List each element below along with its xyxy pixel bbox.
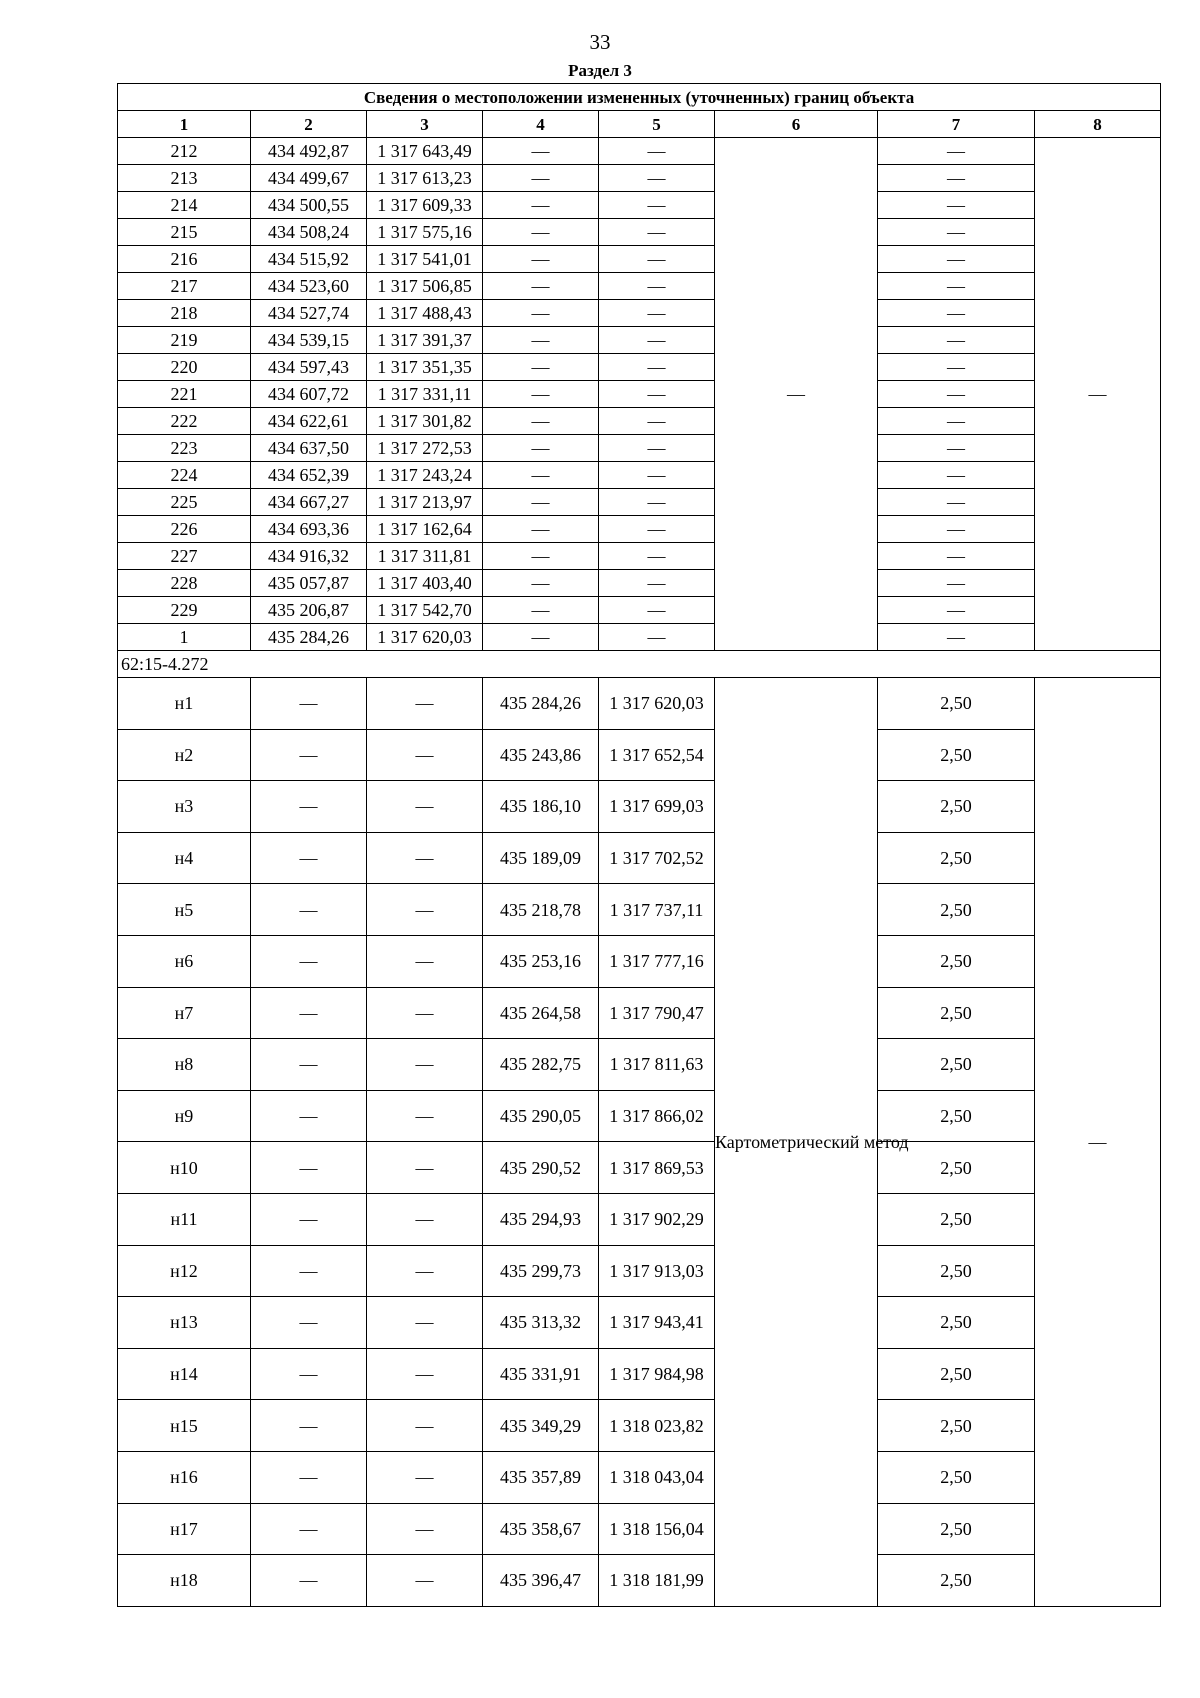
point-number: н4 (118, 832, 251, 884)
table-row (118, 729, 1161, 781)
table-row (118, 1142, 1161, 1194)
y-old-cell: — (367, 1400, 483, 1452)
y-old-cell: — (367, 1245, 483, 1297)
x-new-cell: — (483, 246, 599, 273)
x-old-cell: — (251, 1090, 367, 1142)
accuracy-cell: 2,50 (878, 1555, 1035, 1607)
y-new-cell: 1 317 737,11 (599, 884, 715, 936)
x-new-cell: — (483, 327, 599, 354)
point-number: 1 (118, 624, 251, 651)
point-number: н8 (118, 1039, 251, 1091)
table-row (118, 570, 1161, 597)
point-number: 213 (118, 165, 251, 192)
table-row (118, 462, 1161, 489)
x-new-cell: 435 290,05 (483, 1090, 599, 1142)
accuracy-cell: — (878, 192, 1035, 219)
y-new-cell: 1 317 620,03 (599, 678, 715, 730)
point-number: 216 (118, 246, 251, 273)
table-row (118, 1297, 1161, 1349)
table-row (118, 165, 1161, 192)
table-row (118, 1245, 1161, 1297)
accuracy-cell: — (878, 489, 1035, 516)
method-cell: Картометрический метод (715, 678, 878, 1607)
y-new-cell: 1 317 869,53 (599, 1142, 715, 1194)
x-old-cell: — (251, 1400, 367, 1452)
x-new-cell: 435 218,78 (483, 884, 599, 936)
table-caption-row (118, 84, 1161, 111)
x-old-cell: 435 284,26 (251, 624, 367, 651)
y-old-cell: 1 317 506,85 (367, 273, 483, 300)
point-number: н6 (118, 935, 251, 987)
x-old-cell: 434 622,61 (251, 408, 367, 435)
y-old-cell: — (367, 935, 483, 987)
table-row (118, 1555, 1161, 1607)
y-new-cell: — (599, 435, 715, 462)
point-number: 225 (118, 489, 251, 516)
y-new-cell: — (599, 327, 715, 354)
accuracy-cell: 2,50 (878, 781, 1035, 833)
column-number: 8 (1035, 111, 1161, 138)
x-new-cell: — (483, 138, 599, 165)
point-number: 228 (118, 570, 251, 597)
y-old-cell: — (367, 1297, 483, 1349)
y-old-cell: 1 317 331,11 (367, 381, 483, 408)
y-new-cell: 1 317 913,03 (599, 1245, 715, 1297)
point-number: 217 (118, 273, 251, 300)
x-old-cell: — (251, 1039, 367, 1091)
point-number: н7 (118, 987, 251, 1039)
point-number: н10 (118, 1142, 251, 1194)
y-old-cell: — (367, 729, 483, 781)
point-number: н12 (118, 1245, 251, 1297)
y-old-cell: 1 317 541,01 (367, 246, 483, 273)
y-old-cell: — (367, 1503, 483, 1555)
x-old-cell: — (251, 832, 367, 884)
y-old-cell: — (367, 1348, 483, 1400)
point-number: н11 (118, 1193, 251, 1245)
accuracy-cell: — (878, 570, 1035, 597)
point-number: н13 (118, 1297, 251, 1349)
x-new-cell: 435 331,91 (483, 1348, 599, 1400)
x-new-cell: — (483, 300, 599, 327)
accuracy-cell: — (878, 381, 1035, 408)
x-new-cell: — (483, 192, 599, 219)
y-new-cell: 1 317 811,63 (599, 1039, 715, 1091)
y-new-cell: — (599, 219, 715, 246)
y-new-cell: 1 317 777,16 (599, 935, 715, 987)
x-old-cell: — (251, 1245, 367, 1297)
y-new-cell: 1 318 181,99 (599, 1555, 715, 1607)
accuracy-cell: — (878, 246, 1035, 273)
x-old-cell: 434 637,50 (251, 435, 367, 462)
x-old-cell: 434 693,36 (251, 516, 367, 543)
accuracy-cell: 2,50 (878, 729, 1035, 781)
accuracy-cell: — (878, 462, 1035, 489)
point-number: н16 (118, 1451, 251, 1503)
y-old-cell: 1 317 403,40 (367, 570, 483, 597)
page-number: 33 (589, 30, 611, 54)
y-new-cell: 1 318 043,04 (599, 1451, 715, 1503)
x-new-cell: — (483, 516, 599, 543)
column-number-row (118, 111, 1161, 138)
accuracy-cell: 2,50 (878, 1348, 1035, 1400)
table-row (118, 543, 1161, 570)
y-old-cell: — (367, 987, 483, 1039)
x-old-cell: — (251, 884, 367, 936)
table-row (118, 327, 1161, 354)
accuracy-cell: — (878, 273, 1035, 300)
y-new-cell: — (599, 138, 715, 165)
table-row (118, 192, 1161, 219)
x-old-cell: 435 057,87 (251, 570, 367, 597)
table-row (118, 781, 1161, 833)
y-new-cell: 1 317 790,47 (599, 987, 715, 1039)
table-row (118, 273, 1161, 300)
accuracy-cell: 2,50 (878, 987, 1035, 1039)
point-number: н3 (118, 781, 251, 833)
y-new-cell: 1 317 943,41 (599, 1297, 715, 1349)
accuracy-cell: — (878, 300, 1035, 327)
x-new-cell: — (483, 435, 599, 462)
x-new-cell: 435 299,73 (483, 1245, 599, 1297)
accuracy-cell: 2,50 (878, 1400, 1035, 1452)
y-new-cell: — (599, 192, 715, 219)
x-new-cell: 435 294,93 (483, 1193, 599, 1245)
table-row (118, 1451, 1161, 1503)
x-new-cell: 435 264,58 (483, 987, 599, 1039)
table-row (118, 381, 1161, 408)
x-old-cell: 434 667,27 (251, 489, 367, 516)
y-new-cell: 1 317 902,29 (599, 1193, 715, 1245)
y-old-cell: 1 317 609,33 (367, 192, 483, 219)
y-old-cell: 1 317 311,81 (367, 543, 483, 570)
x-old-cell: 434 539,15 (251, 327, 367, 354)
point-number: 229 (118, 597, 251, 624)
x-new-cell: — (483, 570, 599, 597)
x-new-cell: 435 189,09 (483, 832, 599, 884)
column-number: 5 (599, 111, 715, 138)
accuracy-cell: — (878, 138, 1035, 165)
accuracy-cell: — (878, 327, 1035, 354)
y-new-cell: 1 317 652,54 (599, 729, 715, 781)
x-old-cell: 434 652,39 (251, 462, 367, 489)
point-number: н1 (118, 678, 251, 730)
table-row (118, 624, 1161, 651)
y-new-cell: 1 317 866,02 (599, 1090, 715, 1142)
point-number: 219 (118, 327, 251, 354)
y-old-cell: — (367, 1039, 483, 1091)
accuracy-cell: — (878, 516, 1035, 543)
accuracy-cell: — (878, 435, 1035, 462)
point-number: н14 (118, 1348, 251, 1400)
x-new-cell: — (483, 219, 599, 246)
table-row (118, 1503, 1161, 1555)
y-new-cell: — (599, 624, 715, 651)
table-row (118, 300, 1161, 327)
point-number: 227 (118, 543, 251, 570)
table-row (118, 1348, 1161, 1400)
table-row (118, 884, 1161, 936)
y-new-cell: 1 317 699,03 (599, 781, 715, 833)
accuracy-cell: — (878, 624, 1035, 651)
x-old-cell: — (251, 1142, 367, 1194)
point-number: 223 (118, 435, 251, 462)
y-new-cell: — (599, 273, 715, 300)
x-new-cell: — (483, 408, 599, 435)
point-number: н18 (118, 1555, 251, 1607)
point-number: 215 (118, 219, 251, 246)
table-row (118, 832, 1161, 884)
y-new-cell: — (599, 165, 715, 192)
y-old-cell: 1 317 643,49 (367, 138, 483, 165)
x-new-cell: 435 313,32 (483, 1297, 599, 1349)
y-old-cell: — (367, 1193, 483, 1245)
x-new-cell: — (483, 543, 599, 570)
table-row (118, 1400, 1161, 1452)
x-old-cell: 435 206,87 (251, 597, 367, 624)
accuracy-cell: — (878, 408, 1035, 435)
accuracy-cell: 2,50 (878, 1451, 1035, 1503)
accuracy-cell: 2,50 (878, 1039, 1035, 1091)
y-old-cell: 1 317 575,16 (367, 219, 483, 246)
x-old-cell: 434 508,24 (251, 219, 367, 246)
accuracy-cell: 2,50 (878, 1297, 1035, 1349)
table-row (118, 138, 1161, 165)
accuracy-cell: 2,50 (878, 678, 1035, 730)
point-number: 212 (118, 138, 251, 165)
x-new-cell: — (483, 597, 599, 624)
description-cell: — (1035, 138, 1161, 651)
point-number: 224 (118, 462, 251, 489)
table-row (118, 987, 1161, 1039)
x-new-cell: — (483, 462, 599, 489)
y-old-cell: 1 317 620,03 (367, 624, 483, 651)
x-new-cell: 435 358,67 (483, 1503, 599, 1555)
y-old-cell: — (367, 1555, 483, 1607)
table-row (118, 1090, 1161, 1142)
column-number: 4 (483, 111, 599, 138)
x-old-cell: — (251, 935, 367, 987)
y-new-cell: — (599, 408, 715, 435)
x-new-cell: — (483, 354, 599, 381)
accuracy-cell: 2,50 (878, 1142, 1035, 1194)
table-row (118, 435, 1161, 462)
point-number: 218 (118, 300, 251, 327)
table-row (118, 597, 1161, 624)
x-old-cell: — (251, 1348, 367, 1400)
column-number: 6 (715, 111, 878, 138)
parcel-number: 62:15-4.272 (118, 651, 1161, 678)
y-new-cell: 1 317 702,52 (599, 832, 715, 884)
x-old-cell: — (251, 1451, 367, 1503)
column-number: 3 (367, 111, 483, 138)
y-old-cell: — (367, 781, 483, 833)
y-new-cell: — (599, 246, 715, 273)
point-number: 220 (118, 354, 251, 381)
y-old-cell: — (367, 678, 483, 730)
table-row (118, 1193, 1161, 1245)
y-new-cell: 1 317 984,98 (599, 1348, 715, 1400)
accuracy-cell: 2,50 (878, 1193, 1035, 1245)
point-number: 221 (118, 381, 251, 408)
column-number: 2 (251, 111, 367, 138)
x-new-cell: 435 396,47 (483, 1555, 599, 1607)
parcel-section-row (118, 651, 1161, 678)
y-old-cell: 1 317 162,64 (367, 516, 483, 543)
table-row (118, 246, 1161, 273)
x-old-cell: 434 916,32 (251, 543, 367, 570)
table-caption: Сведения о местоположении измененных (уточненных) границ объекта (118, 84, 1161, 111)
x-old-cell: 434 527,74 (251, 300, 367, 327)
x-old-cell: — (251, 1297, 367, 1349)
description-cell: — (1035, 678, 1161, 1607)
y-new-cell: — (599, 489, 715, 516)
table-row (118, 219, 1161, 246)
x-old-cell: 434 597,43 (251, 354, 367, 381)
column-number: 7 (878, 111, 1035, 138)
table-row (118, 678, 1161, 730)
y-old-cell: 1 317 391,37 (367, 327, 483, 354)
table-row (118, 489, 1161, 516)
x-old-cell: 434 607,72 (251, 381, 367, 408)
y-new-cell: — (599, 597, 715, 624)
y-old-cell: 1 317 272,53 (367, 435, 483, 462)
accuracy-cell: 2,50 (878, 935, 1035, 987)
x-new-cell: — (483, 624, 599, 651)
table-body (118, 84, 1161, 1607)
column-number: 1 (118, 111, 251, 138)
accuracy-cell: 2,50 (878, 884, 1035, 936)
y-old-cell: 1 317 488,43 (367, 300, 483, 327)
y-old-cell: 1 317 243,24 (367, 462, 483, 489)
accuracy-cell: — (878, 543, 1035, 570)
y-old-cell: 1 317 542,70 (367, 597, 483, 624)
y-new-cell: 1 318 156,04 (599, 1503, 715, 1555)
x-old-cell: 434 500,55 (251, 192, 367, 219)
y-new-cell: — (599, 543, 715, 570)
x-new-cell: — (483, 273, 599, 300)
x-new-cell: 435 284,26 (483, 678, 599, 730)
x-new-cell: 435 290,52 (483, 1142, 599, 1194)
table-row (118, 935, 1161, 987)
x-old-cell: — (251, 1193, 367, 1245)
y-old-cell: 1 317 351,35 (367, 354, 483, 381)
x-old-cell: 434 499,67 (251, 165, 367, 192)
accuracy-cell: 2,50 (878, 832, 1035, 884)
table-row (118, 354, 1161, 381)
y-new-cell: — (599, 381, 715, 408)
y-new-cell: — (599, 570, 715, 597)
y-old-cell: — (367, 884, 483, 936)
point-number: н15 (118, 1400, 251, 1452)
x-old-cell: 434 523,60 (251, 273, 367, 300)
point-number: 222 (118, 408, 251, 435)
point-number: н2 (118, 729, 251, 781)
x-new-cell: 435 243,86 (483, 729, 599, 781)
y-old-cell: — (367, 832, 483, 884)
y-old-cell: — (367, 1451, 483, 1503)
point-number: н17 (118, 1503, 251, 1555)
method-cell: — (715, 138, 878, 651)
y-new-cell: — (599, 516, 715, 543)
x-old-cell: — (251, 678, 367, 730)
accuracy-cell: 2,50 (878, 1090, 1035, 1142)
x-new-cell: 435 282,75 (483, 1039, 599, 1091)
y-old-cell: 1 317 613,23 (367, 165, 483, 192)
y-old-cell: — (367, 1142, 483, 1194)
y-new-cell: — (599, 354, 715, 381)
x-new-cell: — (483, 489, 599, 516)
point-number: н5 (118, 884, 251, 936)
x-old-cell: 434 515,92 (251, 246, 367, 273)
x-new-cell: — (483, 165, 599, 192)
accuracy-cell: — (878, 597, 1035, 624)
x-old-cell: — (251, 729, 367, 781)
accuracy-cell: — (878, 165, 1035, 192)
x-new-cell: 435 349,29 (483, 1400, 599, 1452)
y-new-cell: 1 318 023,82 (599, 1400, 715, 1452)
x-old-cell: — (251, 781, 367, 833)
x-old-cell: 434 492,87 (251, 138, 367, 165)
x-new-cell: 435 253,16 (483, 935, 599, 987)
boundary-table (117, 83, 1161, 1607)
x-old-cell: — (251, 987, 367, 1039)
y-old-cell: 1 317 301,82 (367, 408, 483, 435)
x-new-cell: — (483, 381, 599, 408)
x-old-cell: — (251, 1555, 367, 1607)
point-number: н9 (118, 1090, 251, 1142)
y-new-cell: — (599, 462, 715, 489)
x-new-cell: 435 357,89 (483, 1451, 599, 1503)
point-number: 226 (118, 516, 251, 543)
accuracy-cell: — (878, 354, 1035, 381)
point-number: 214 (118, 192, 251, 219)
y-old-cell: 1 317 213,97 (367, 489, 483, 516)
accuracy-cell: — (878, 219, 1035, 246)
table-row (118, 408, 1161, 435)
accuracy-cell: 2,50 (878, 1245, 1035, 1297)
x-new-cell: 435 186,10 (483, 781, 599, 833)
table-row (118, 516, 1161, 543)
y-old-cell: — (367, 1090, 483, 1142)
section-title: Раздел 3 (568, 61, 632, 80)
y-new-cell: — (599, 300, 715, 327)
table-row (118, 1039, 1161, 1091)
x-old-cell: — (251, 1503, 367, 1555)
accuracy-cell: 2,50 (878, 1503, 1035, 1555)
